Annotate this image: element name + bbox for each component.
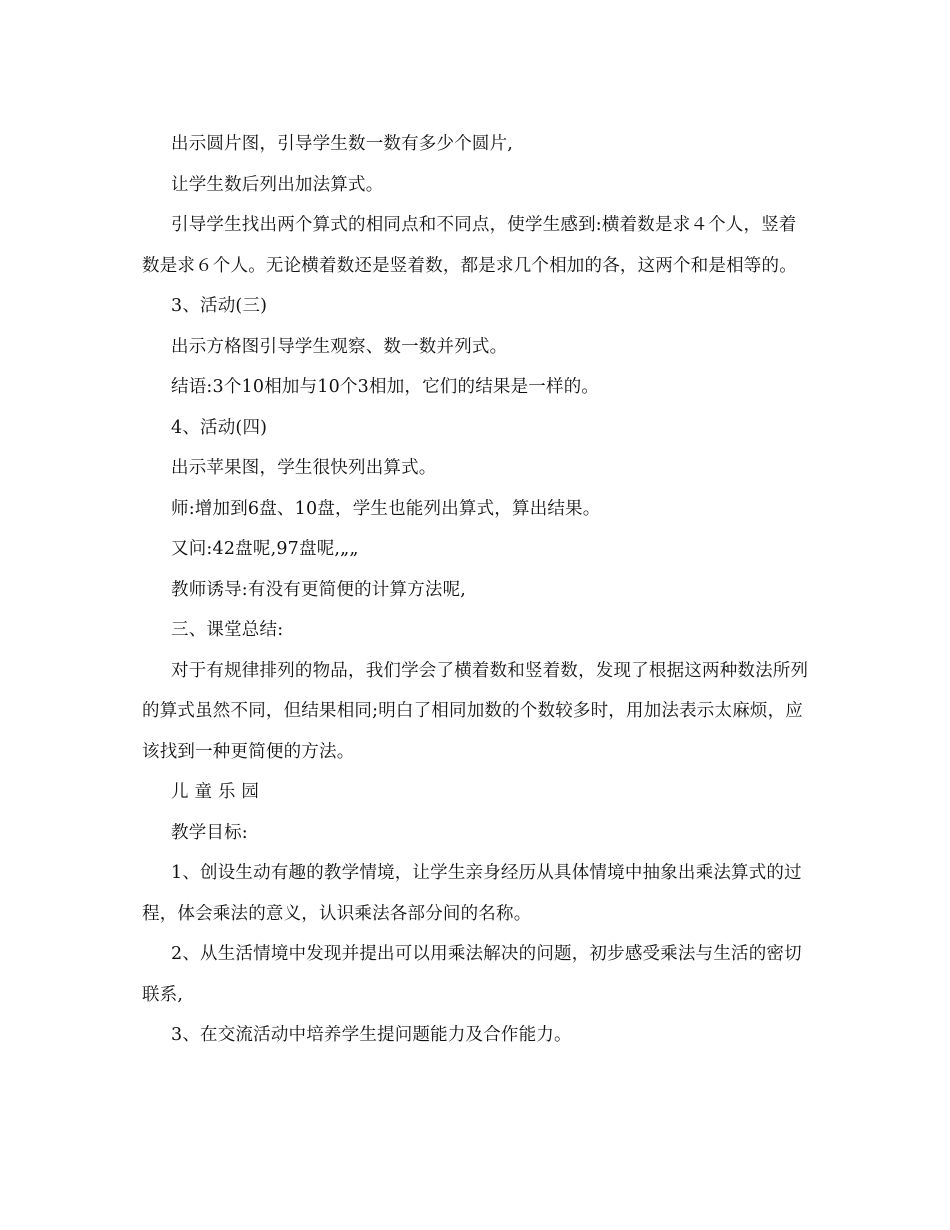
paragraph: 引导学生找出两个算式的相同点和不同点，使学生感到:横着数是求４个人，竖着数是求６个人。无论横着数还是竖着数，都是求几个相加的各，这两个和是相等的。: [142, 215, 797, 276]
paragraph: 又问:42盘呢,97盘呢,„„: [171, 539, 359, 559]
paragraph: 对于有规律排列的物品，我们学会了横着数和竖着数，发现了根据这两种数法所列的算式虽然不同，但结果相同;明白了相同加数的个数较多时，用加法表示太麻烦，应该找到一种更简便的方法。: [142, 660, 809, 762]
paragraph: 出示方格图引导学生观察、数一数并列式。: [171, 336, 508, 357]
section-heading: 3、活动(三): [171, 296, 268, 316]
objective-item: 1、创设生动有趣的教学情境，让学生亲身经历从具体情境中抽象出乘法算式的过程，体会乘法的意义，认识乘法各部分间的名称。: [142, 863, 802, 924]
section-heading: 教学目标:: [171, 822, 248, 843]
objective-item: 2、从生活情境中发现并提出可以用乘法解决的问题，初步感受乘法与生活的密切联系,: [142, 944, 802, 1005]
paragraph: 让学生数后列出加法算式。: [171, 174, 384, 195]
paragraph: 教师诱导:有没有更简便的计算方法呢,: [171, 579, 467, 600]
document-body: [142, 124, 814, 1056]
paragraph: 出示圆片图，引导学生数一数有多少个圆片,: [171, 134, 514, 154]
section-heading: 4、活动(四): [171, 417, 268, 438]
paragraph: 师:增加到6盘、10盘，学生也能列出算式，算出结果。: [171, 498, 601, 519]
paragraph: 结语:3个10相加与10个3相加，它们的结果是一样的。: [171, 377, 600, 397]
objective-item: 3、在交流活动中培养学生提问题能力及合作能力。: [171, 1025, 572, 1045]
lesson-title: 儿 童 乐 园: [171, 782, 260, 802]
section-heading: 三、课堂总结:: [171, 620, 284, 640]
paragraph: 出示苹果图，学生很快列出算式。: [171, 458, 437, 478]
